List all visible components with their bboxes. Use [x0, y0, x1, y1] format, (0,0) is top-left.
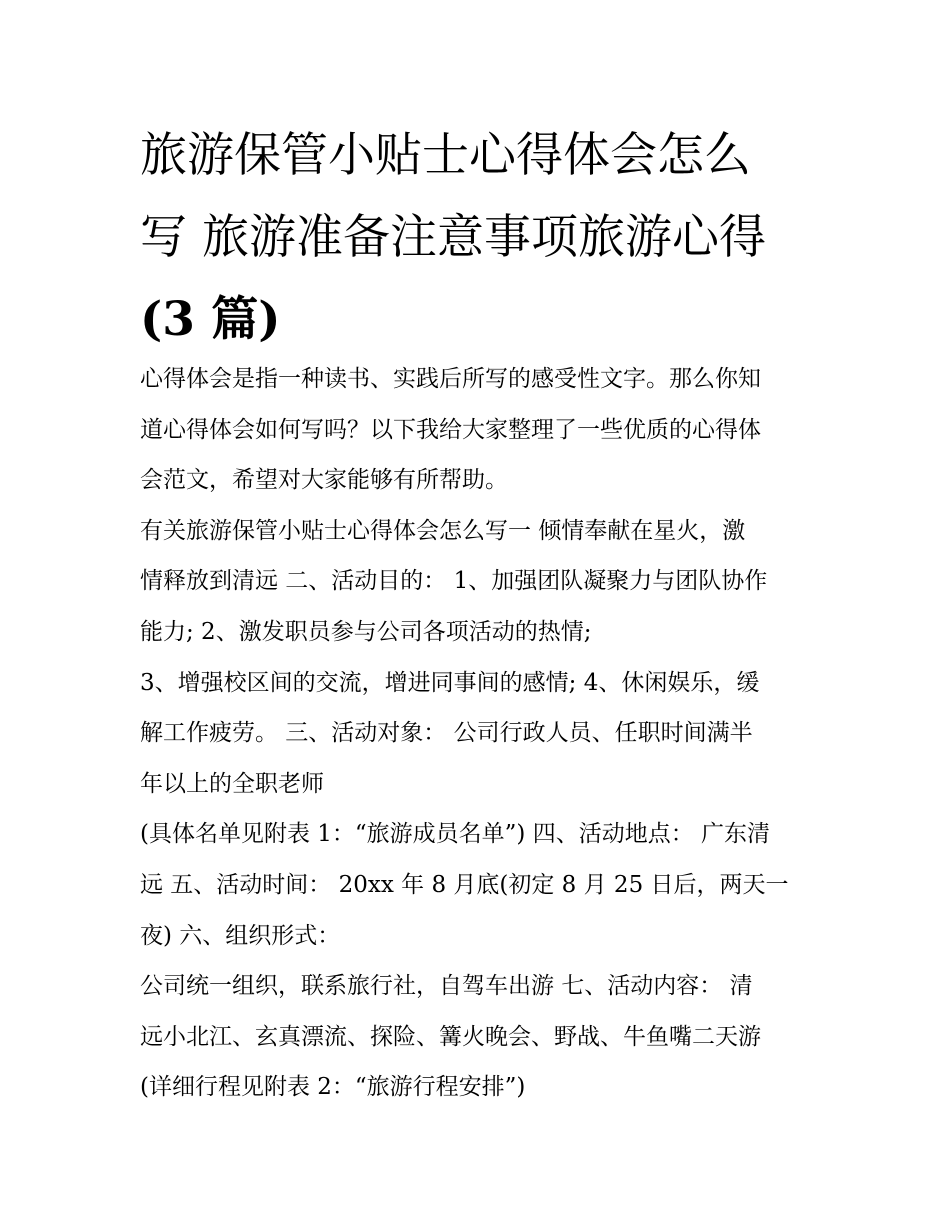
body-line: 远 五、活动时间： 20xx 年 8 月底(初定 8 月 25 日后，两天一	[140, 871, 789, 898]
body-line: 3、增强校区间的交流，增进同事间的感情; 4、休闲娱乐，缓	[140, 669, 760, 696]
body-line: (具体名单见附表 1：“旅游成员名单”) 四、活动地点： 广东清	[140, 821, 771, 848]
body-line: 有关旅游保管小贴士心得体会怎么写一 倾情奉献在星火，激	[140, 517, 746, 544]
body-line: 年以上的全职老师	[140, 770, 324, 797]
title-line-3: (3 篇)	[140, 292, 281, 347]
body-line: (详细行程见附表 2：“旅游行程安排”)	[140, 1074, 526, 1101]
body-line: 会范文，希望对大家能够有所帮助。	[140, 467, 508, 494]
title-line-2: 写 旅游准备注意事项旅游心得	[140, 210, 766, 265]
body-line: 远小北江、玄真漂流、探险、篝火晚会、野战、牛鱼嘴二天游	[140, 1023, 761, 1050]
title-line-1: 旅游保管小贴士心得体会怎么	[140, 128, 751, 183]
body-line: 夜) 六、组织形式：	[140, 922, 341, 949]
body-line: 道心得体会如何写吗？以下我给大家整理了一些优质的心得体	[140, 416, 761, 443]
body-line: 公司统一组织，联系旅行社，自驾车出游 七、活动内容： 清	[140, 973, 753, 1000]
body-line: 能力; 2、激发职员参与公司各项活动的热情;	[140, 618, 592, 645]
body-line: 心得体会是指一种读书、实践后所写的感受性文字。那么你知	[140, 366, 761, 392]
body-line: 解工作疲劳。 三、活动对象： 公司行政人员、任职时间满半	[140, 720, 753, 747]
document-title	[140, 115, 820, 361]
document-body	[140, 354, 820, 1113]
body-line: 情释放到清远 二、活动目的： 1、加强团队凝聚力与团队协作	[140, 568, 768, 595]
